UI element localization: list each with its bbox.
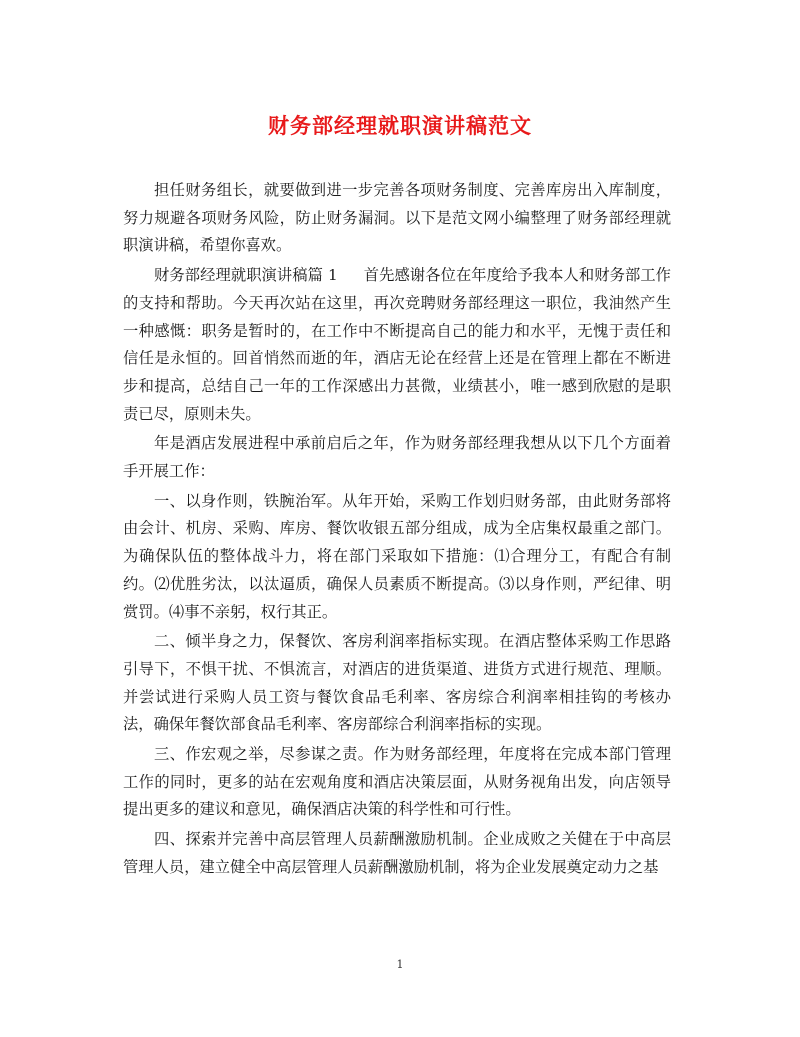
paragraph-point-2: 二、倾半身之力，保餐饮、客房利润率指标实现。在酒店整体采购工作思路引导下，不惧干扰、不惧流言，对酒店的进货渠道、进货方式进行规范、理顺。并尝试进行采购人员工资与餐饮食品毛利率、客房综合利润率相挂钩的考核办法，确保年餐饮部食品毛利率、客房部综合利润率指标的实现。: [123, 632, 671, 734]
paragraph-plan-intro: 年是酒店发展进程中承前启后之年，作为财务部经理我想从以下几个方面着手开展工作：: [123, 434, 671, 481]
section-heading: 财务部经理就职演讲稿篇 1: [154, 266, 338, 285]
paragraph-speech-1: [123, 262, 671, 428]
document-title: 财务部经理就职演讲稿范文: [268, 113, 532, 138]
document-body: [123, 177, 671, 884]
paragraph-point-3: 三、作宏观之举，尽参谋之责。作为财务部经理，年度将在完成本部门管理工作的同时，更多的站在宏观角度和酒店决策层面，从财务视角出发，向店领导提出更多的建议和意见，确保酒店决策的科学性和可行性。: [123, 745, 671, 819]
paragraph-point-4: 四、探索并完善中高层管理人员薪酬激励机制。企业成败之关健在于中高层管理人员，建立健全中高层管理人员薪酬激励机制，将为企业发展奠定动力之基: [123, 830, 671, 876]
paragraph-intro: 担任财务组长，就要做到进一步完善各项财务制度、完善库房出入库制度，努力规避各项财务风险，防止财务漏洞。以下是范文网小编整理了财务部经理就职演讲稿，希望你喜欢。: [123, 181, 671, 255]
paragraph-speech-1-text: 首先感谢各位在年度给予我本人和财务部工作的支持和帮助。今天再次站在这里，再次竞聘财务部经理这一职位，我油然产生一种感慨：职务是暂时的，在工作中不断提高自己的能力和水平，无愧于责任和信任是永恒的。回首悄然而逝的年，酒店无论在经营上还是在管理上都在不断进步和提高，总结自己一年的工作深感出力甚微，业绩甚小，唯一感到欣慰的是职责已尽，原则未失。: [123, 266, 671, 423]
paragraph-point-1: 一、以身作则，铁腕治军。从年开始，采购工作划归财务部，由此财务部将由会计、机房、采购、库房、餐饮收银五部分组成，成为全店集权最重之部门。为确保队伍的整体战斗力，将在部门采取如下措施：⑴合理分工，有配合有制约。⑵优胜劣汰，以汰逼质，确保人员素质不断提高。⑶以身作则，严纪律、明赏罚。⑷事不亲躬，权行其正。: [123, 491, 671, 621]
page-number: 1: [396, 958, 404, 971]
